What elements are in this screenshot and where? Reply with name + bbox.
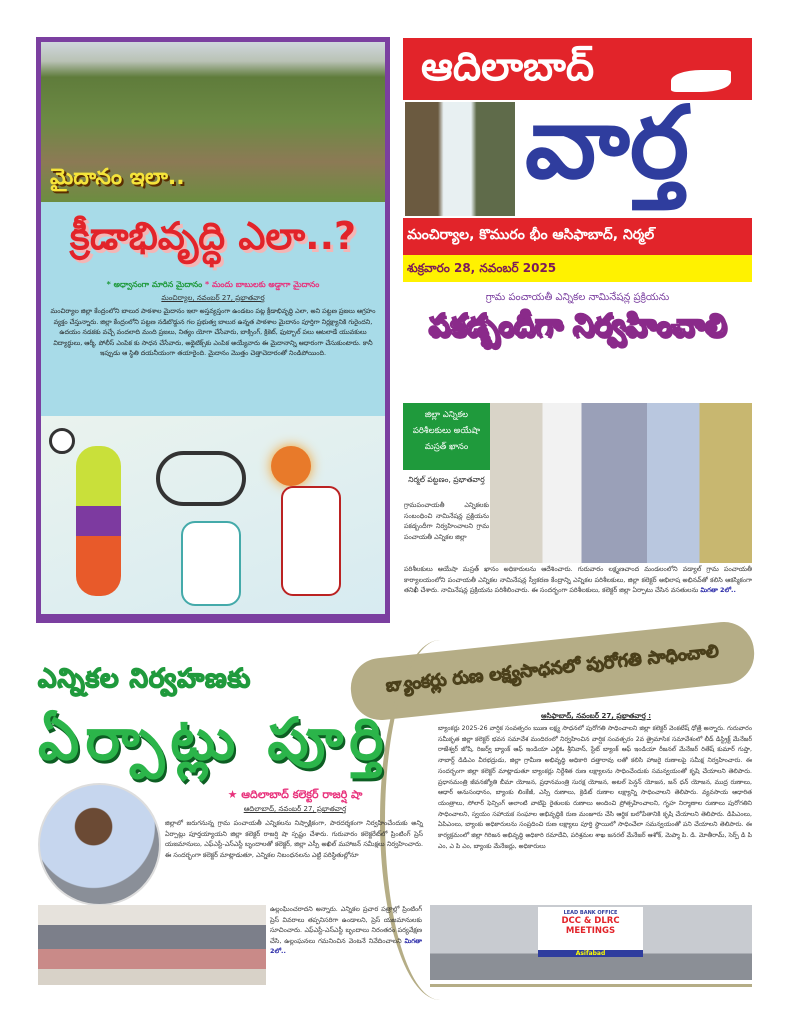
headline-panel (41, 202, 385, 416)
left-feature-box (36, 37, 390, 623)
bank-headline: బ్యాంకర్లు రుణ లక్ష్యసాధనలో పురోగతి సాధించాలి (384, 641, 720, 697)
election-headline: పకడ్బందీగా నిర్వహించాలి (428, 308, 727, 343)
election-kicker: గ్రామ పంచాయతీ ఎన్నికల నామినేషన్ల ప్రక్రియను (485, 292, 670, 303)
masthead-districts: మంచిర్యాల, కొమురం భీం ఆసిఫాబాద్, నిర్మల్ (403, 218, 752, 255)
bank-body: బ్యాంకర్లు 2025-26 వార్షిక సంవత్సరం ఋణ లక్ష్య సాధనలో పురోగతి సాధించాలని జిల్లా కలెక్టర్ వెంకటేష్ ధోత్రే అన్నారు. గురువారం సమీకృత జిల్లా కలెక్టర్ భవన సమావేశ మందిరంలో నిర్వహించిన వార్షిక సంవత్సరం 2వ త్రైమాసిక సమావేశంలో లీడ్ డిస్ట్రిక్ట్ మేనేజర్ రాజేశ్వర్ జోషి, రిజర్వ్ బ్యాంక్ ఆఫ్ ఇండియా ఎల్డిఓ శ్రీనివాస్, స్టేట్ బ్యాంక్ ఆఫ్ ఇండియా రీజనల్ మేనేజర్ రితేష్ కుమార్ గుప్తా, నాబార్డ్ డిడిఎం వీరభద్రుడు, జిల్లా గ్రామీణ అభివృద్ధి అధికారి దత్తారావు లతో కలిసి హాజరై రుణాలపై సమీక్ష నిర్వహించారు. ఈ సందర్భంగా జిల్లా కలెక్టర్ మాట్లాడుతూ బ్యాంకర్లు నిర్దేశిత రుణ లక్ష్యాలను సాధించేందుకు సమన్వయంతో కృషి చేయాలని తెలిపారు. ప్రధానమంత్రి జీవనజ్యోతి బీమా యోజన, ప్రధానమంత్రి సురక్ష యోజన, అటల్ పెన్షన్ యోజన, జన్ ధన్ యోజన, ముద్ర రుణాలు, ఆధార్ అనుసంధానం, బ్యాంకు లింకేజీ, ఎస్సి రుణాలు, క్రెడిట్ రుణాల లక్ష్యాన్ని సాధించాలని తెలిపారు. వ్యవసాయ ఆధారిత యంత్రాలు, సోలార్ ఫెన్సింగ్ అలాంటి వాటిపై రైతులకు రుణాలు అందించి ప్రోత్సహించాలని, గృహ నిర్మాణాల రుణాలు పురోగతిని సాధించాలని, స్వయం సహాయక సంఘాల అభివృద్ధికి రుణ మంజూరు చేసి ఆర్థిక బలోపేతానికి కృషి చేయాలని తెలిపారు. డిపిఎంలు, ఏపిఎంలు, బ్యాంకు అధికారులను సంప్రదించి రుణ లక్ష్యాలు పూర్తి స్థాయిలో సాధించేలా సమన్వయంతో పని చేయాలని తెలిపారు. ఈ కార్యక్రమంలో జిల్లా గిరిజన అభివృద్ధి అధికారి రమాదేవి, పరిశ్రమల శాఖ జనరల్ మేనేజర్ ఆశోక్, మెప్మా పి. డి. మోతీరామ్, సెర్ప్ డి పి ఎం, ఎ పి ఎం, బ్యాంకు మేనేజర్లు, అధికారులు (438, 725, 752, 850)
collector-body-narrow (270, 904, 422, 957)
masthead-title-main: వార్త (525, 84, 690, 201)
banner-top-text: LEAD BANK OFFICE (563, 910, 618, 916)
dcc-dlrc-meeting-photo (430, 905, 752, 980)
waterfall-photo (405, 102, 515, 216)
bank-bottom-rule (430, 984, 752, 987)
subhead-2: * మందు బాబులకు అడ్డాగా మైదానం (205, 280, 320, 289)
election-continued-link[interactable]: మిగతా 2లో.. (700, 586, 736, 595)
football-icon (49, 428, 75, 454)
basketball-icon (271, 446, 311, 486)
subhead-1: * అధ్వానంగా మారిన మైదానం (106, 280, 203, 289)
election-body-side: గ్రామపంచాయతీ ఎన్నికలకు సంబంధించి నామినేషన్ల ప్రక్రియను పకడ్బందీగా నిర్వహించాలని గ్రామ పంచాయతీ ఎన్నికల జిల్లా (404, 501, 489, 541)
election-body-text: పరిశీలకులు ఆయేషా మస్రత్ ఖానం అధికారులను ఆదేశించారు. గురువారం లక్ష్మణచాంద మండలంలోని వడ్యాల్ గ్రామ పంచాయతీ కార్యాలయంలోని పంచాయతీ ఎన్నికల నామినేషన్ల స్వీకరణ కేంద్రాన్ని ఎన్నికల పరిశీలకులు, జిల్లా కలెక్టర్ అభిలాష అభినవ్‌తో కలిసి ఆకస్మికంగా తనిఖీ చేశారు. నామినేషన్ల ప్రక్రియను పరిశీలించారు. ఈ సందర్భంగా పరిశీలకులు, కలెక్టర్ జిల్లా ఏర్పాటు చేసిన వసతులను (404, 565, 752, 595)
footballer-figure (76, 446, 121, 596)
collector-subhead: ★ ఆదిలాబాద్ కలెక్టర్ రాజర్షి షా (227, 788, 363, 801)
collector-headline: ఏర్పాట్లు పూర్తి (38, 705, 390, 773)
nomination-inspection-photo (490, 403, 752, 563)
collector-body: జిల్లాలో జరుగనున్న గ్రామ పంచాయతీ ఎన్నికలను నిష్పాక్షికంగా, పారదర్శకంగా నిర్వహించేందుకు అన్ని ఏర్పాట్లు పూర్తయ్యాయని జిల్లా కలెక్టర్ రాజర్షి షా స్పష్టం చేశారు. గురువారం కలెక్టరేట్‌లో ప్రింటింగ్ ప్రెస్ యజమానులు, ఎఫ్ఎస్టీ-ఎస్ఎస్టీ బృందాలతో కలెక్టర్, జిల్లా ఎస్పీ అఖిల్ మహాజన్ సమీక్షలు నిర్వహించారు. ఈ సందర్భంగా కలెక్టర్ మాట్లాడుతూ, ఎన్నికల నిబంధనలను ఎట్టి పరిస్థితుల్లోనూ (165, 819, 423, 859)
basketball-player-figure (281, 486, 341, 596)
collector-dateline: ఆదిలాబాద్, నవంబర్ 27, ప్రభాతవార్త (243, 805, 347, 813)
masthead-date: శుక్రవారం 28, నవంబర్ 2025 (403, 255, 752, 282)
bank-dateline: ఆసిఫాబాద్, నవంబర్ 27, ప్రభాతవార్త : (540, 712, 652, 720)
banner-title-text: DCC & DLRC MEETINGS (561, 916, 620, 936)
election-dateline: నిర్మల్ పట్టణం, ప్రభాతవార్త (408, 475, 485, 484)
collector-portrait-photo (38, 783, 161, 906)
masthead (403, 38, 752, 283)
photo-caption: మైదానం ఇలా.. (50, 165, 185, 190)
meeting-banner (538, 907, 643, 955)
tennis-player-figure (181, 521, 241, 606)
left-headline: క్రీడాభివృద్ధి ఎలా..? (69, 214, 357, 258)
left-dateline: మంచిర్యాల, నవంబర్ 27, ప్రభాతవార్త (161, 294, 265, 302)
collector-body-narrow-text: ఉల్లంఘించరాదని అన్నారు. ఎన్నికల ప్రచార పత్రాల్లో ప్రింటింగ్ ప్రెస్ వివరాలు తప్పనిసరిగా ఉండాలని, ప్రెస్ యజమానులకు సూచించారు. ఎఫ్ఎస్టీ-ఎస్ఎస్టీ బృందాలు నిరంతరం పర్యవేక్షణ చేసి, ఉల్లంఘనలు గమనించిన వెంటనే నివేదించాలని (270, 905, 422, 945)
sports-illustration (41, 416, 385, 614)
collector-kicker: ఎన్నికల నిర్వహణకు (38, 664, 252, 694)
cyclist-figure (156, 451, 246, 506)
election-body (404, 564, 752, 596)
banner-sub-text: Asifabad (538, 950, 643, 957)
collector-meeting-photo (38, 905, 266, 985)
collector-continued-link[interactable]: మిగతా 2లో.. (270, 936, 422, 956)
left-body: మంచిర్యాల జిల్లా కేంద్రంలోని బాలుర పాఠశాల మైదానం ఇలా అస్తవ్యస్తంగా ఉండటం పట్ల క్రీడాభివృద్ధి ఎలా, అని పట్టణ ప్రజలు ఆగ్రహం వ్యక్తం చేస్తున్నారు. జిల్లా కేంద్రంలోని పట్టణ నడిబొడ్డున గల ప్రభుత్వ బాలుర ఉన్నత పాఠశాల మైదానం పూర్తిగా నిర్లక్ష్యానికి గురైందని, ఉదయం నడకకు వచ్చే వందలాది మంది ప్రజలు, నిత్యం యోగా చేసేవారు, బాక్సింగ్, క్రికెట్, ఫుట్బాల్ పలు ఆటలాడే యువకులు విద్యార్థులు, ఆర్మీ, పోలీస్ ఎంపిక కు సాధన చేసేవారు, అథ్లెటిక్స్‌కు ఎంపిక అయ్యేవారు ఈ మైదానాన్ని ఆధారంగా చేసుకుంటారు. కానీ ఇప్పుడు ఆ స్థితి దయనీయంగా తయారైంది. మైదానం మొత్తం చెత్తాచెదారంతో నిండిపోయింది. (50, 307, 376, 358)
masthead-title-top: ఆదిలాబాద్ (421, 44, 595, 90)
observer-highlight-box: జిల్లా ఎన్నికల పరిశీలకులు అయేషా మస్రత్ ఖానం (403, 403, 490, 470)
